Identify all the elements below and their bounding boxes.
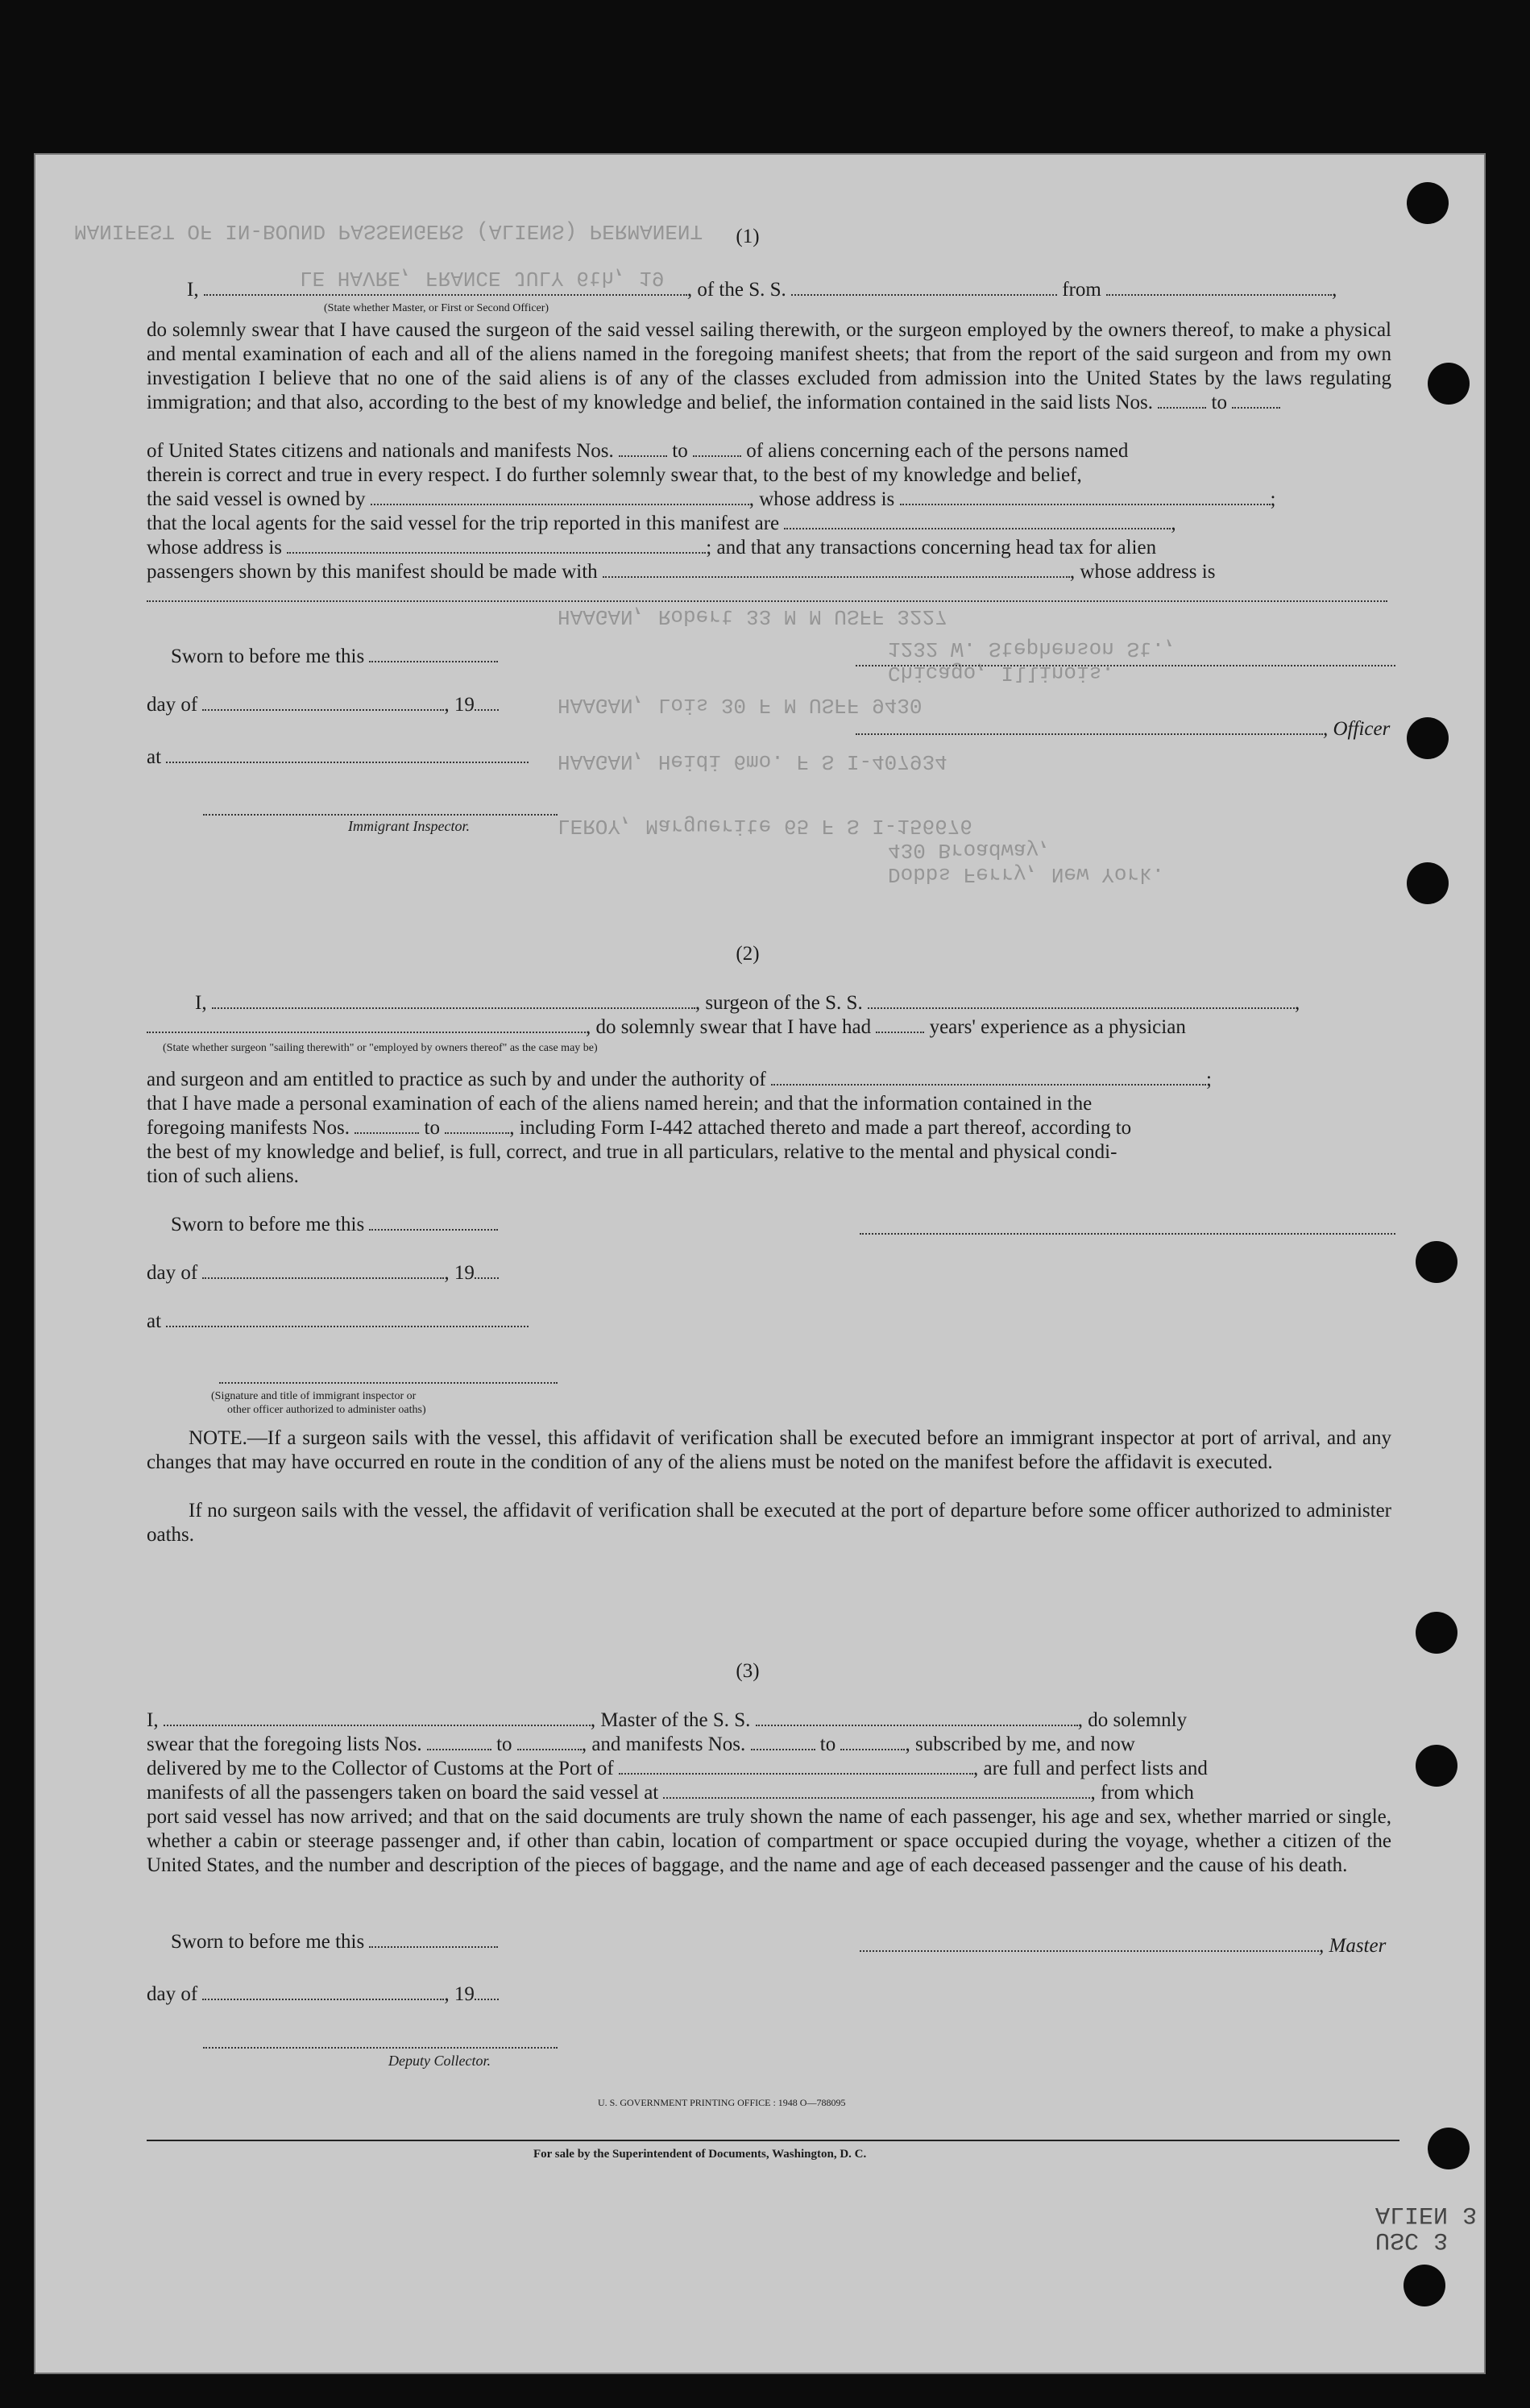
- text: , 19: [444, 1262, 475, 1284]
- text: day of: [147, 1262, 198, 1284]
- blank-field: [784, 513, 1171, 529]
- punch-hole: [1407, 717, 1449, 759]
- sec3-sworn-line: [171, 1930, 498, 1954]
- sec2-line-6: the best of my knowledge and belief, is full, correct, and true in all particulars, relative to the mental and physical condi-: [147, 1141, 1117, 1163]
- sec3-master-line: [860, 1934, 1386, 1958]
- text: foregoing manifests Nos.: [147, 1117, 350, 1139]
- sec2-line-4: that I have made a personal examination of each of the aliens named herein; and that the information contained in the: [147, 1093, 1093, 1115]
- blank-field: [603, 562, 1070, 578]
- blank-field: [900, 489, 1271, 505]
- usc-stamp: USC 3: [1375, 2226, 1449, 2253]
- blank-field: [1232, 392, 1280, 409]
- bleed-through-line: 1232 W. Stephenson St.,: [888, 637, 1177, 661]
- punch-hole: [1416, 1241, 1457, 1283]
- blank-field: [202, 695, 444, 711]
- sec2-line-3: and surgeon and am entitled to practice as such by and under the authority of ;: [147, 1069, 1212, 1090]
- surgeon-signature-line: [860, 1233, 1395, 1235]
- sec2-line-5: [147, 1116, 1131, 1140]
- sec2-line-1: I, , surgeon of the S. S. ,: [195, 992, 1300, 1014]
- alien-stamp: ALIEN 3: [1375, 2200, 1478, 2227]
- sec2-day-line: [147, 1261, 499, 1285]
- blank-field: [856, 719, 1323, 735]
- text: , 19: [444, 694, 475, 716]
- sec3-line-3: [147, 1757, 1208, 1781]
- blank-field: [475, 695, 499, 711]
- text: of United States citizens and nationals and manifests Nos.: [147, 440, 614, 462]
- gpo-imprint: U. S. GOVERNMENT PRINTING OFFICE : 1948 O—788095: [598, 2097, 846, 2108]
- sec3-paragraph: port said vessel has now arrived; and that on the said documents are truly shown the name of each passenger, his age and sex, whether married or single, whether a cabin or steerage passenger and, if other than cabin, location of compartment or space occupied during the voyage, whether a citizen of the United States, and the number and description of the pieces of baggage, and the name and age of each deceased passenger and the cause of his death.: [147, 1806, 1391, 1876]
- text: that the local agents for the said vessel for the trip reported in this manifest are: [147, 513, 780, 534]
- blank-field: [517, 1734, 582, 1750]
- section-2-heading: (2): [736, 943, 760, 965]
- text: passengers shown by this manifest should be made with: [147, 561, 598, 583]
- text: Sworn to before me this: [171, 646, 365, 667]
- blank-field: [369, 646, 498, 662]
- text: at: [147, 746, 162, 768]
- text: to: [1211, 392, 1227, 413]
- blank-field: [663, 1783, 1090, 1799]
- bleed-through-header: MANIFEST OF IN-BOUND PASSENGERS (ALIENS) PERMANENT: [74, 219, 703, 243]
- sec1-line-7: [147, 560, 1215, 584]
- text: to: [424, 1117, 440, 1139]
- text: , are full and perfect lists and: [973, 1758, 1208, 1779]
- sec2-line-7: tion of such aliens.: [147, 1165, 299, 1187]
- blank-field: [619, 441, 667, 457]
- sec1-paragraph: [147, 318, 1391, 415]
- punch-hole: [1416, 1612, 1457, 1654]
- text: to: [819, 1733, 836, 1755]
- blank-field: [427, 1734, 491, 1750]
- blank-field: [1106, 280, 1332, 296]
- blank-field: [475, 1984, 499, 2000]
- collector-signature-line: [203, 2047, 558, 2049]
- bleed-through-line: HAAGAN, Robert 33 M M USFF 3227: [558, 604, 947, 629]
- text: the said vessel is owned by: [147, 488, 366, 510]
- sec1-line-1: I, , of the S. S. from ,: [187, 279, 1337, 301]
- footer-rule: [147, 2140, 1399, 2141]
- sec1-sworn-line: [171, 645, 498, 669]
- bleed-through-line: Chicago, Illinois.: [888, 661, 1114, 685]
- text: , Master: [1319, 1935, 1387, 1957]
- sec1-line-6: [147, 536, 1156, 560]
- text: , Officer: [1323, 718, 1391, 740]
- text: of aliens concerning each of the persons named: [746, 440, 1129, 462]
- sec2-line-2: [147, 1015, 1186, 1040]
- sec2-signature-note: other officer authorized to administer oaths): [227, 1404, 426, 1416]
- sec3-day-line: [147, 1982, 499, 2007]
- sec1-officer-note: (State whether Master, or First or Second Officer): [324, 302, 549, 314]
- text: , subscribed by me, and now: [905, 1733, 1135, 1755]
- sec1-line-3: therein is correct and true in every respect. I do further solemnly swear that, to the best of my knowledge and belief,: [147, 464, 1082, 486]
- text: Sworn to before me this: [171, 1931, 365, 1953]
- sec1-officer-line: [856, 717, 1390, 741]
- text: , whose address is: [1069, 561, 1216, 583]
- blank-field: [287, 538, 706, 554]
- text: do solemnly swear that I have caused the surgeon of the said vessel sailing therewith, or the surgeon employed by the owners thereof, to make a physical and mental examination of each and all of the aliens named in the foregoing manifest sheets; that from the report of the said surgeon and from my own investigation I believe that no one of the said aliens is of any of the classes excluded from admission into the United States by the laws regulating immigration; and that also, according to the best of my knowledge and belief, the information contained in the said lists Nos.: [147, 319, 1391, 413]
- text: , and manifests Nos.: [581, 1733, 746, 1755]
- inspector-signature-line: [219, 1382, 558, 1384]
- sale-notice: For sale by the Superintendent of Documents, Washington, D. C.: [533, 2148, 867, 2161]
- sec3-line-4: [147, 1781, 1194, 1805]
- blank-field: [204, 280, 687, 296]
- sec2-surgeon-note: (State whether surgeon "sailing therewith" or "employed by owners thereof" as the case may be): [163, 1042, 598, 1054]
- sec3-line-2: [147, 1733, 1135, 1757]
- blank-field: [791, 280, 1057, 296]
- text: day of: [147, 1983, 198, 2005]
- punch-hole: [1428, 2128, 1470, 2169]
- punch-hole: [1416, 1745, 1457, 1787]
- text: I,: [187, 279, 199, 301]
- blank-field: [369, 1932, 498, 1948]
- text: to: [672, 440, 688, 462]
- text: , of the S. S.: [686, 279, 786, 301]
- bleed-through-line: HAAGAN, Lois 30 F M USFF 9430: [558, 693, 923, 717]
- text: I,: [147, 1709, 159, 1731]
- inspector-signature-line: [203, 814, 558, 816]
- sec1-line-2: [147, 439, 1128, 463]
- blank-field: [860, 1936, 1319, 1952]
- sec1-line-8: [147, 584, 1387, 608]
- blank-field: [212, 993, 695, 1009]
- blank-field: [164, 1710, 591, 1726]
- text: delivered by me to the Collector of Customs at the Port of: [147, 1758, 614, 1779]
- blank-field: [202, 1263, 444, 1279]
- blank-field: [876, 1017, 924, 1033]
- blank-field: [619, 1758, 973, 1775]
- text: , 19: [444, 1983, 475, 2005]
- sec2-sworn-line: [171, 1213, 498, 1237]
- text: whose address is: [147, 537, 283, 558]
- text: I,: [195, 992, 207, 1014]
- punch-hole: [1407, 862, 1449, 904]
- text: manifests of all the passengers taken on board the said vessel at: [147, 1782, 659, 1804]
- blank-field: [445, 1118, 509, 1134]
- blank-field: [756, 1710, 1078, 1726]
- blank-field: [771, 1069, 1206, 1086]
- blank-field: [371, 489, 749, 505]
- bleed-through-line: 430 Broadway,: [888, 838, 1051, 862]
- punch-hole: [1404, 2265, 1445, 2306]
- sec1-line-4: the said vessel is owned by , whose address is ;: [147, 488, 1276, 510]
- text: Sworn to before me this: [171, 1214, 365, 1235]
- sec2-at-line: [147, 1310, 529, 1334]
- text: years' experience as a physician: [929, 1016, 1186, 1038]
- blank-field: [147, 586, 1387, 602]
- text: and surgeon and am entitled to practice as such by and under the authority of: [147, 1069, 766, 1090]
- blank-field: [840, 1734, 905, 1750]
- text: , Master of the S. S.: [590, 1709, 751, 1731]
- immigrant-inspector-caption: Immigrant Inspector.: [348, 818, 470, 834]
- text: to: [496, 1733, 512, 1755]
- blank-field: [868, 993, 1295, 1009]
- text: , surgeon of the S. S.: [695, 992, 863, 1014]
- signature-line: [856, 665, 1395, 666]
- bleed-through-line: Dobbs Ferry, New York.: [888, 862, 1165, 886]
- punch-hole: [1428, 363, 1470, 405]
- text: , from which: [1090, 1782, 1194, 1804]
- document-page: [34, 153, 1486, 2374]
- bleed-through-line: LE HAVRE, FRANCE JULY 6th, 19: [300, 266, 665, 290]
- section-3-heading: (3): [736, 1660, 760, 1682]
- blank-field: [166, 747, 529, 763]
- blank-field: [166, 1311, 529, 1327]
- sec1-at-line: [147, 745, 529, 770]
- blank-field: [751, 1734, 815, 1750]
- sec3-line-1: [147, 1708, 1187, 1733]
- punch-hole: [1407, 182, 1449, 224]
- blank-field: [369, 1214, 498, 1231]
- sec2-note-paragraph-1: NOTE.—If a surgeon sails with the vessel, this affidavit of verification shall be executed before an immigrant inspector at port of arrival, and any changes that may have occurred en route in the condition of any of the aliens must be noted on the manifest before the affidavit is executed.: [147, 1427, 1391, 1473]
- text: swear that the foregoing lists Nos.: [147, 1733, 422, 1755]
- text: , including Form I-442 attached thereto and made a part thereof, according to: [509, 1117, 1132, 1139]
- section-1-heading: (1): [736, 226, 760, 247]
- text: ; and that any transactions concerning head tax for alien: [706, 537, 1157, 558]
- blank-field: [202, 1984, 444, 2000]
- blank-field: [147, 1017, 586, 1033]
- sec1-line-5: that the local agents for the said vessel for the trip reported in this manifest are ,: [147, 513, 1176, 534]
- text: at: [147, 1310, 162, 1332]
- blank-field: [693, 441, 741, 457]
- bleed-through-line: HAAGAN, Heidi 6mo. F S I-407934: [558, 749, 947, 774]
- blank-field: [475, 1263, 499, 1279]
- text: , do solemnly: [1077, 1709, 1188, 1731]
- text: day of: [147, 694, 198, 716]
- blank-field: [355, 1118, 419, 1134]
- sec2-note-paragraph-2: If no surgeon sails with the vessel, the affidavit of verification shall be executed at the port of departure before some officer authorized to administer oaths.: [147, 1500, 1391, 1546]
- text: from: [1062, 279, 1101, 301]
- sec2-signature-note: (Signature and title of immigrant inspector or: [211, 1390, 417, 1402]
- blank-field: [1158, 392, 1206, 409]
- bleed-through-line: LEROY, Marguerite 65 F S I-156676: [558, 814, 972, 838]
- sec1-day-line: [147, 693, 499, 717]
- text: , do solemnly swear that I have had: [586, 1016, 872, 1038]
- text: , whose address is: [748, 488, 895, 510]
- deputy-collector-caption: Deputy Collector.: [388, 2053, 491, 2069]
